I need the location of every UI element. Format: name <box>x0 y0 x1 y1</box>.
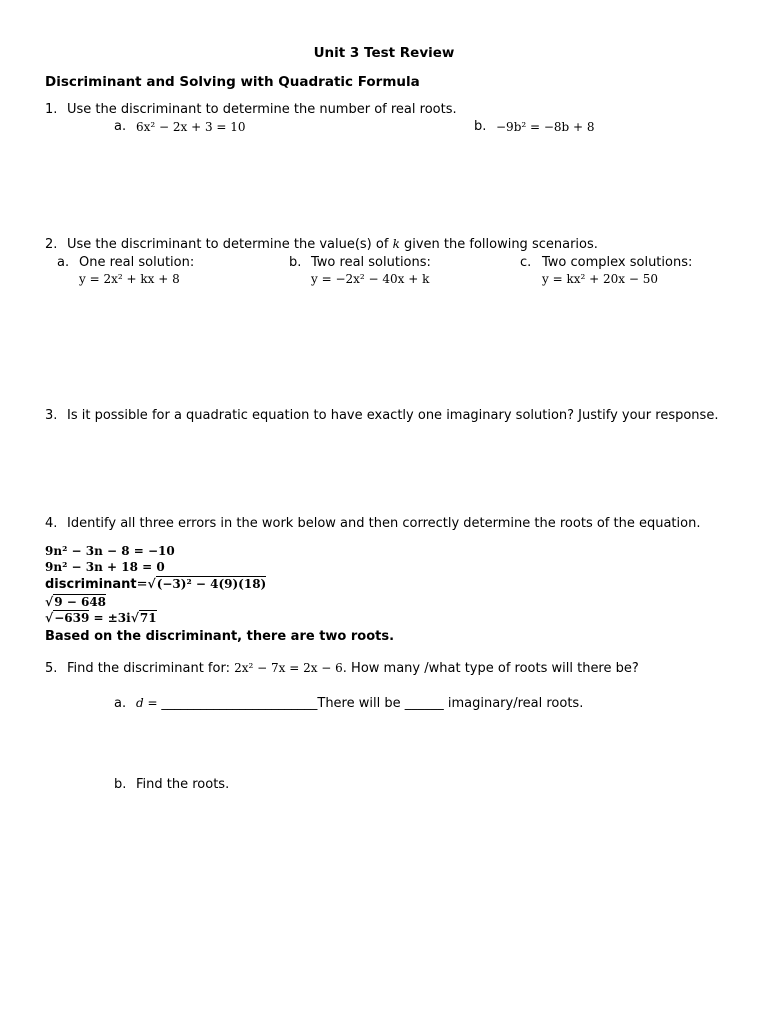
q2-b-label: b. <box>289 255 302 270</box>
q4-work-line-1: 9n² − 3n − 8 = −10 <box>45 544 175 558</box>
discriminant-label: discriminant <box>45 577 137 592</box>
q5-equation: 2x² − 7x = 2x − 6 <box>234 661 343 675</box>
q2-variable: k <box>392 237 400 251</box>
q3-text: Is it possible for a quadratic equation to have exactly one imaginary solution? Justify your response. <box>67 408 719 423</box>
q2-a-text: One real solution: <box>79 255 195 270</box>
page-title: Unit 3 Test Review <box>313 45 455 61</box>
q2-b-equation: y = −2x² − 40x + k <box>311 272 430 286</box>
q1-number: 1. <box>45 102 58 117</box>
q4-number: 4. <box>45 516 58 531</box>
section-heading: Discriminant and Solving with Quadratic Formula <box>45 74 420 90</box>
q5-b-text: Find the roots. <box>136 777 230 792</box>
q4-text: Identify all three errors in the work below and then correctly determine the roots of the equation. <box>67 516 701 531</box>
q1-b-equation: −9b² = −8b + 8 <box>496 120 595 134</box>
q4-work-line-3: discriminant=√(−3)² − 4(9)(18) <box>45 576 267 592</box>
q1-b-label: b. <box>474 119 487 134</box>
q1-text: Use the discriminant to determine the number of real roots. <box>67 102 457 117</box>
q5-b-label: b. <box>114 777 127 792</box>
q2-b-text: Two real solutions: <box>311 255 431 270</box>
q2-a-label: a. <box>57 255 70 270</box>
q5-text: Find the discriminant for: 2x² − 7x = 2x − 6. How many /what type of roots will there be? <box>67 661 639 676</box>
q1-a-label: a. <box>114 119 127 134</box>
q2-a-equation: y = 2x² + kx + 8 <box>79 272 180 286</box>
q1-a-equation: 6x² − 2x + 3 = 10 <box>136 120 246 134</box>
q2-number: 2. <box>45 237 58 252</box>
q5-a-label: a. <box>114 696 127 711</box>
q4-work-line-5: √−639 = ±3i√71 <box>45 610 157 625</box>
q2-c-text: Two complex solutions: <box>542 255 693 270</box>
q5-number: 5. <box>45 661 58 676</box>
q5-a-text: d = ________________________There will be ______ imaginary/real roots. <box>136 696 584 711</box>
q2-c-equation: y = kx² + 20x − 50 <box>542 272 658 286</box>
q2-text: Use the discriminant to determine the value(s) of k given the following scenarios. <box>67 237 598 252</box>
discriminant-radicand: (−3)² − 4(9)(18) <box>156 577 267 591</box>
q3-number: 3. <box>45 408 58 423</box>
q4-work-line-4: √9 − 648 <box>45 594 107 609</box>
q4-work-line-2: 9n² − 3n + 18 = 0 <box>45 560 165 574</box>
q4-conclusion: Based on the discriminant, there are two roots. <box>45 629 395 644</box>
q2-c-label: c. <box>520 255 532 270</box>
